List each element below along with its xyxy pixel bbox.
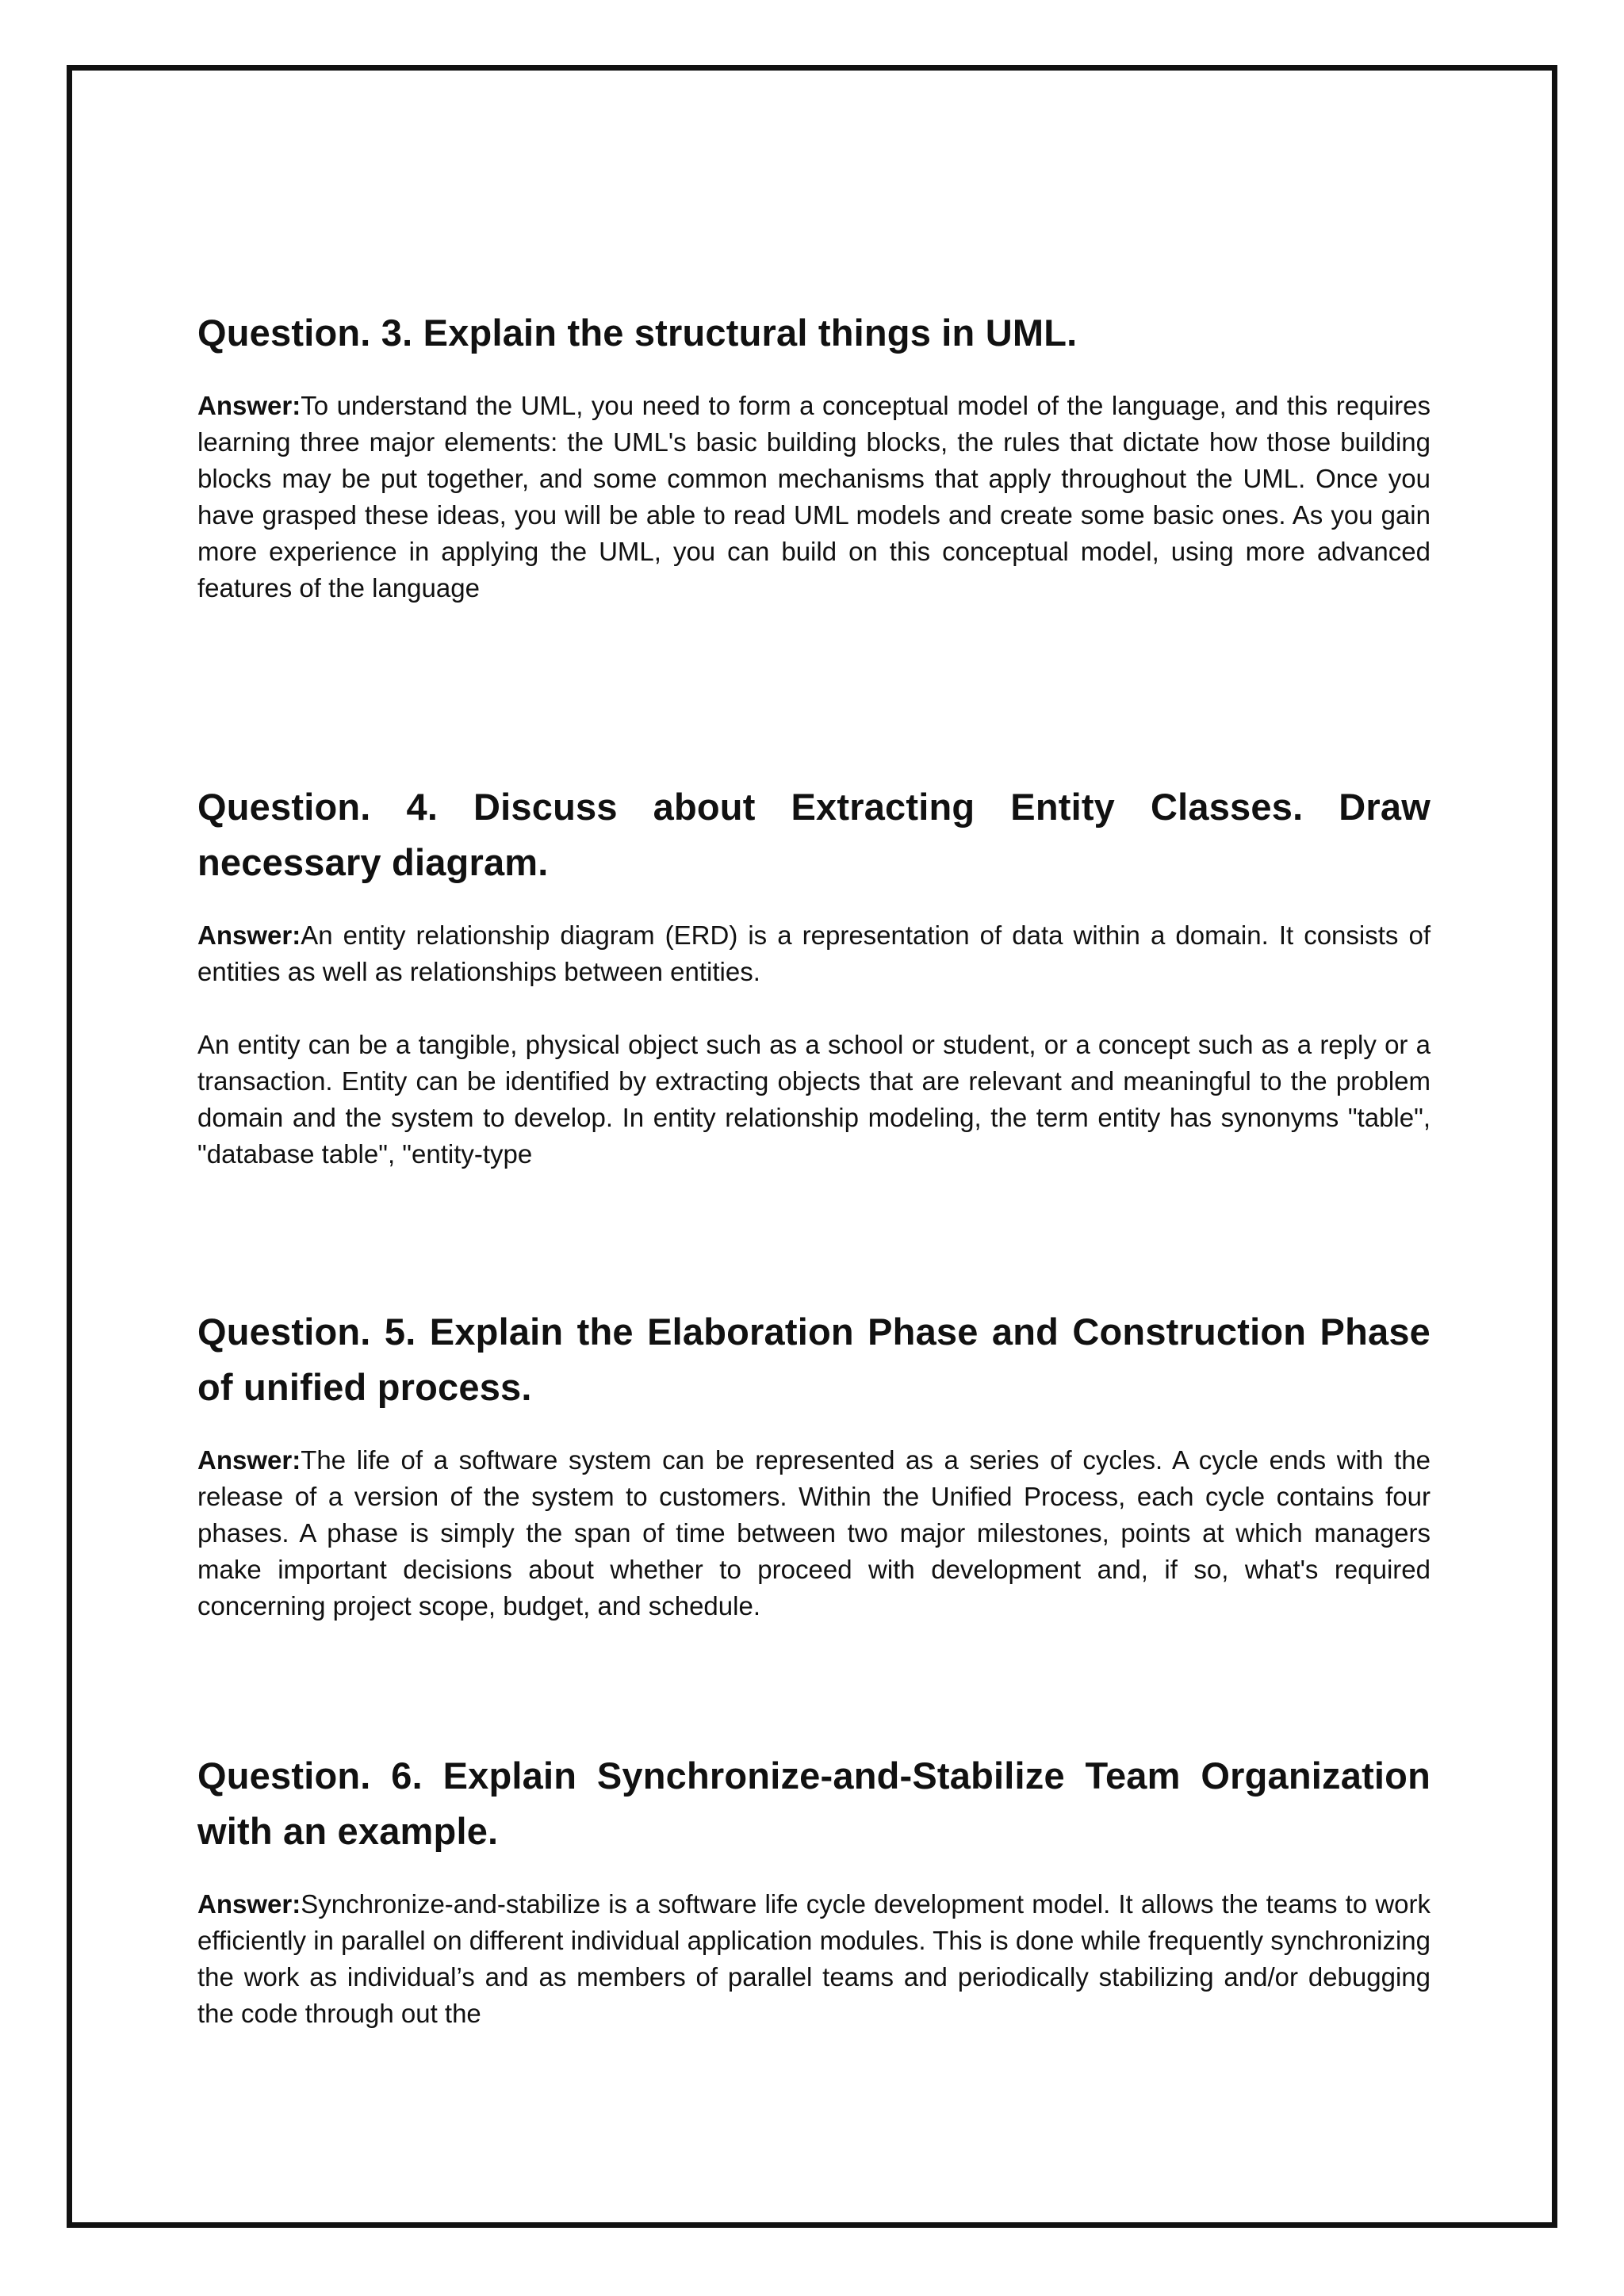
answer-text: To understand the UML, you need to form a conceptual model of the language, and this requires learning three major elements: the UML's basic building blocks, the rules that dictate how those building blocks may be put together, and some common mechanisms that apply throughout the UML. Once you have grasped these ideas, you will be able to read UML models and create some basic ones. As you gain more experience in applying the UML, you can build on this conceptual model, using more advanced features of the language [197, 391, 1431, 603]
question-5-answer [197, 1442, 1431, 1624]
answer-label: Answer: [197, 1445, 301, 1475]
question-6-heading: Question. 6. Explain Synchronize-and-Stabilize Team Organization with an example. [197, 1755, 1431, 1852]
question-3-heading: Question. 3. Explain the structural things in UML. [197, 312, 1078, 354]
answer-label: Answer: [197, 391, 301, 420]
question-6-answer [197, 1886, 1431, 2032]
answer-text: Synchronize-and-stabilize is a software life cycle development model. It allows the teams to work efficiently in parallel on different individual application modules. This is done while frequently synchronizing the work as individual’s and as members of parallel teams and periodically stabilizing and/or debugging the code through out the [197, 1889, 1431, 2028]
question-4-heading: Question. 4. Discuss about Extracting Entity Classes. Draw necessary diagram. [197, 786, 1431, 883]
question-3-answer [197, 388, 1431, 607]
question-5-section [197, 1304, 1431, 1624]
answer-text: The life of a software system can be represented as a series of cycles. A cycle ends with the release of a version of the system to customers. Within the Unified Process, each cycle contains four phases. A phase is simply the span of time between two major milestones, points at which managers make important decisions about whether to proceed with development and, if so, what's required concerning project scope, budget, and schedule. [197, 1445, 1431, 1621]
question-6-section [197, 1748, 1431, 2032]
answer-text: An entity relationship diagram (ERD) is a representation of data within a domain. It consists of entities as well as relationships between entities. [197, 920, 1431, 986]
question-4-section [197, 779, 1431, 1173]
document-body [197, 305, 1431, 2032]
answer-label: Answer: [197, 1889, 301, 1919]
question-4-answer [197, 917, 1431, 990]
question-5-heading: Question. 5. Explain the Elaboration Phase and Construction Phase of unified process. [197, 1311, 1431, 1408]
answer-label: Answer: [197, 920, 301, 950]
question-4-answer-paragraph-2: An entity can be a tangible, physical object such as a school or student, or a concept such as a reply or a transaction. Entity can be identified by extracting objects that are relevant and meaningful to the problem domain and the system to develop. In entity relationship modeling, the term entity has synonyms "table", "database table", "entity-type [197, 1030, 1431, 1169]
question-3-section [197, 305, 1431, 607]
